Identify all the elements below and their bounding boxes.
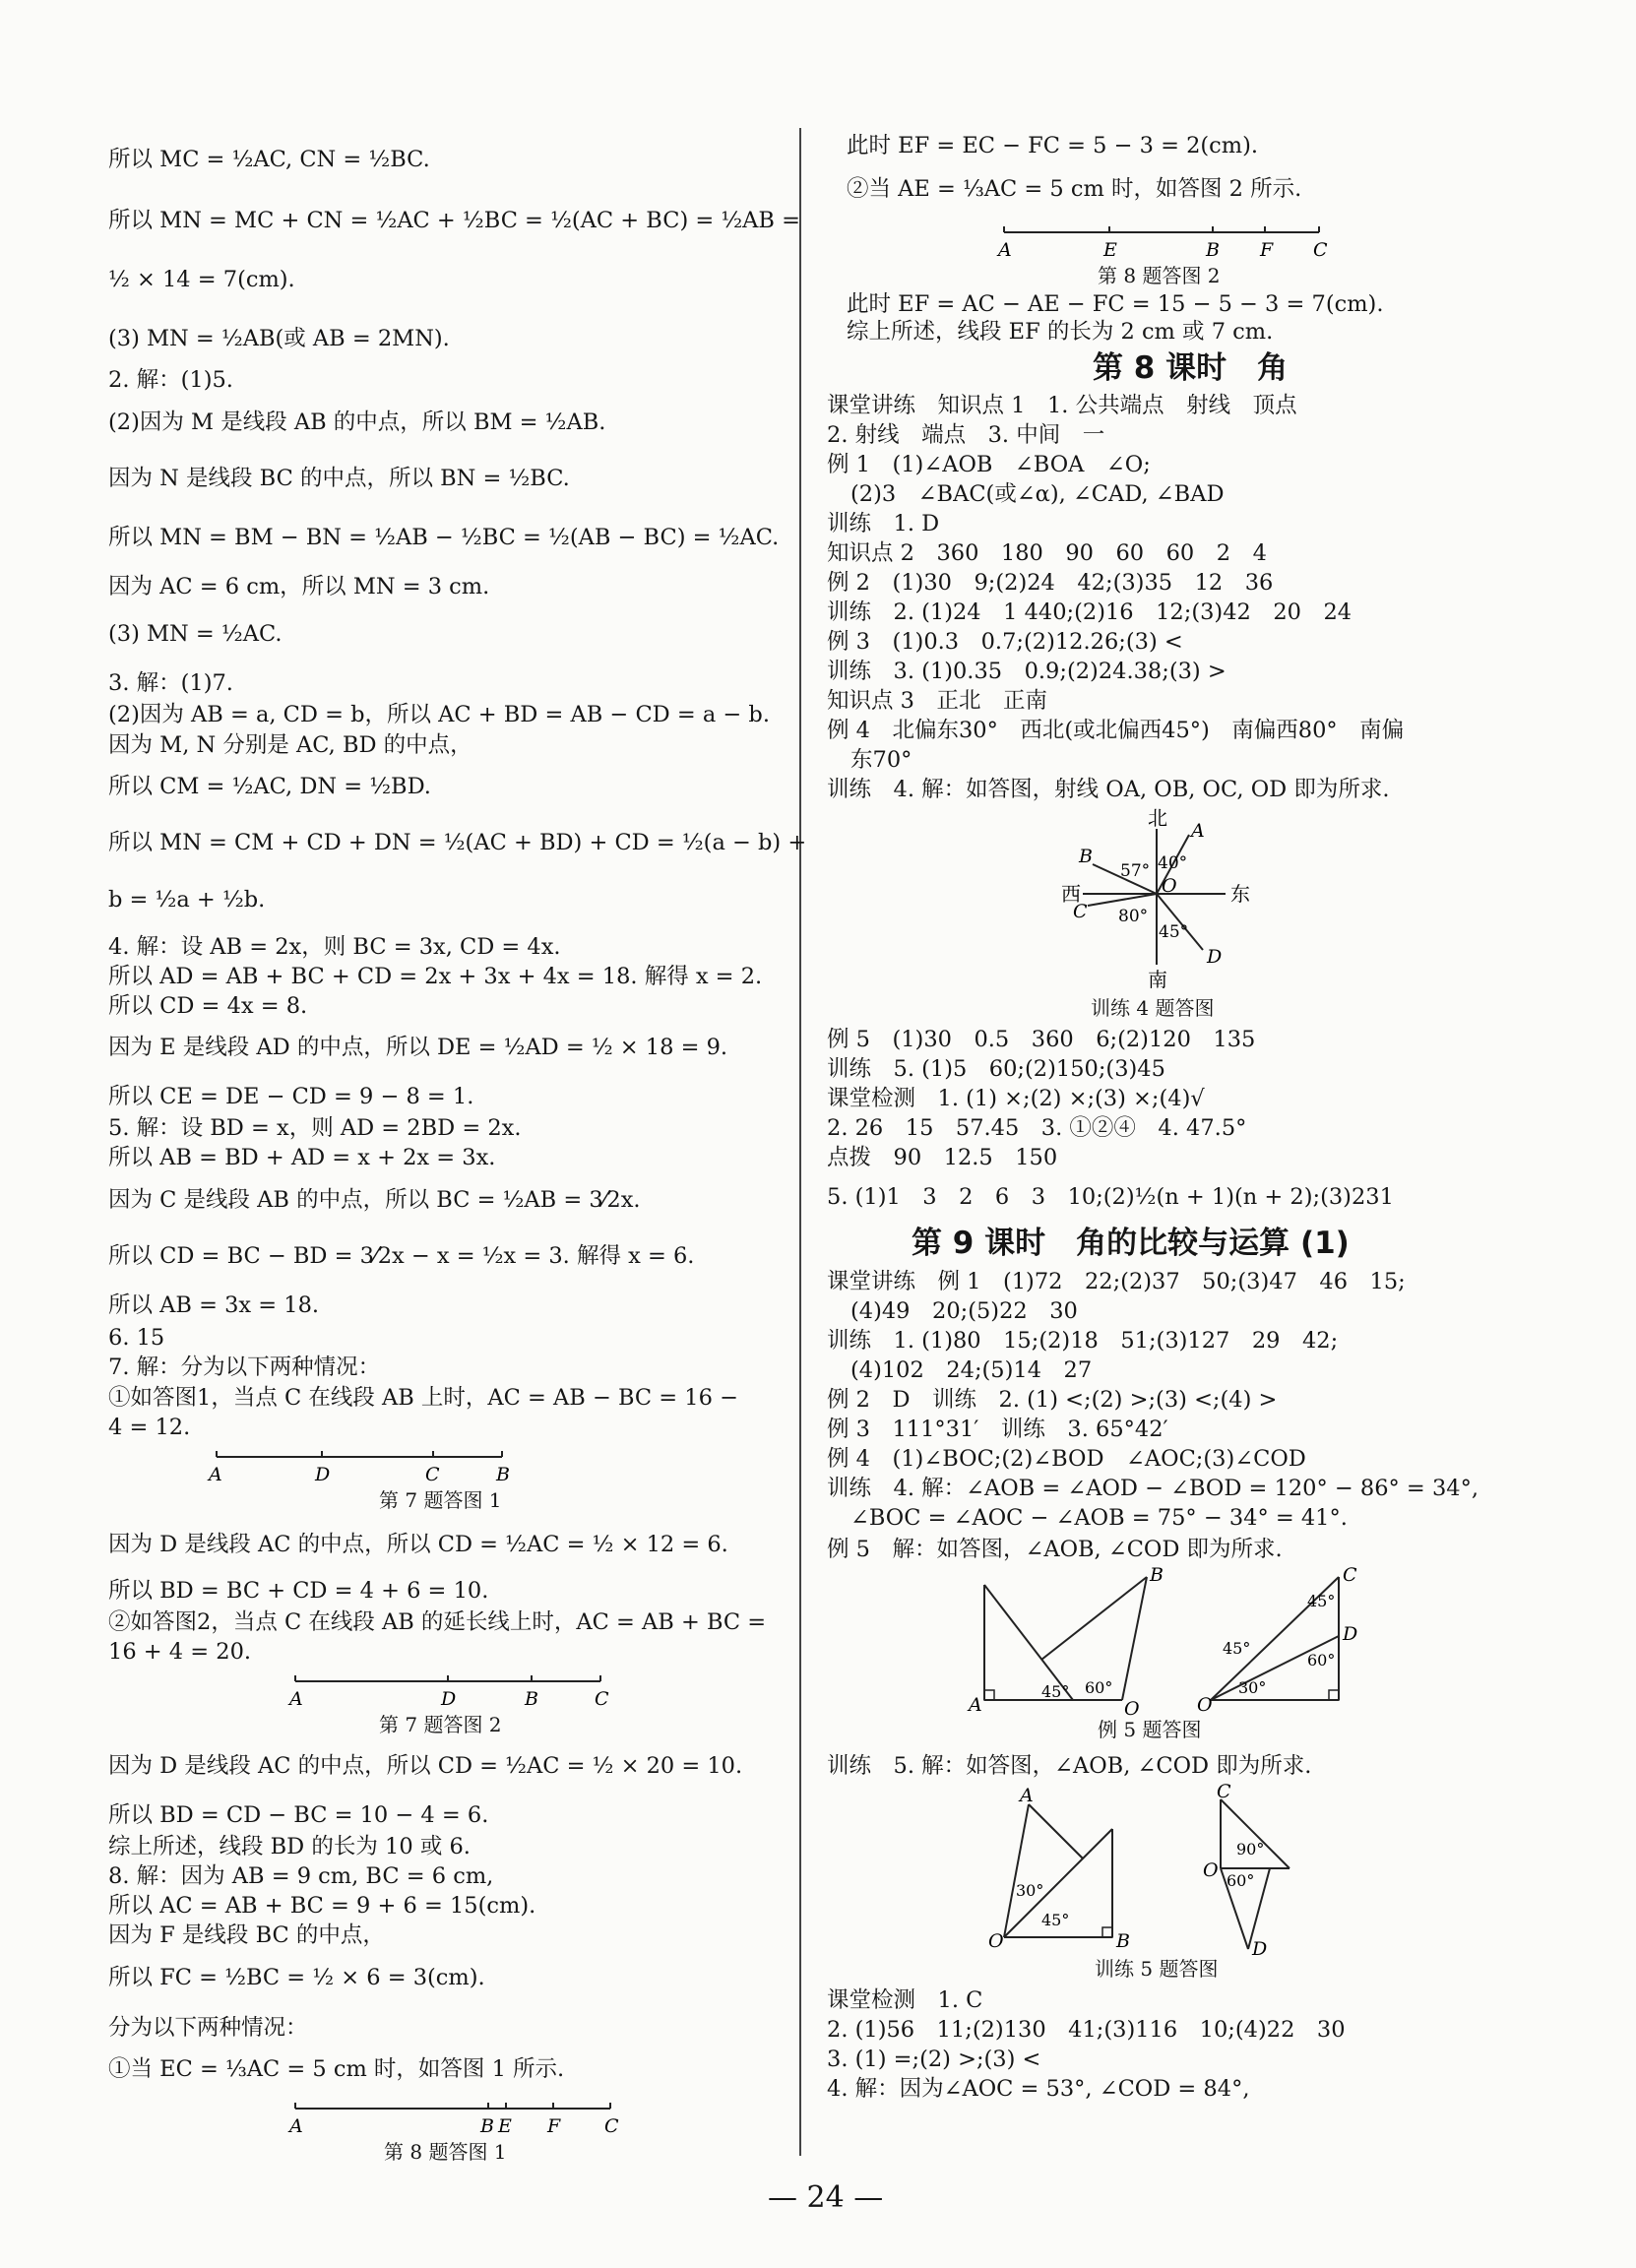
text-line: 因为 E 是线段 AD 的中点，所以 DE = ½AD = ½ × 18 = 9. bbox=[108, 1035, 728, 1060]
angle-label: 45° bbox=[1041, 1682, 1070, 1701]
text-line: 2. (1)56 11;(2)130 41;(3)116 10;(4)22 30 bbox=[827, 2017, 1346, 2043]
label-o: O bbox=[1124, 1698, 1140, 1720]
label-a: A bbox=[1191, 820, 1205, 842]
text-line: (2)因为 AB = a, CD = b，所以 AC + BD = AB − CD = a − b. bbox=[108, 702, 770, 727]
angle-label: 60° bbox=[1085, 1678, 1113, 1697]
angle-label: 30° bbox=[1238, 1678, 1267, 1697]
text-line: 所以 CD = BC − BD = 3⁄2x − x = ½x = 3. 解得 x = 6. bbox=[108, 1243, 695, 1269]
text-line: 2. 26 15 57.45 3. ①②④ 4. 47.5° bbox=[827, 1115, 1247, 1141]
label-b: B bbox=[480, 2115, 494, 2137]
text-line: 训练 4. 解：∠AOB = ∠AOD − ∠BOD = 120° − 86° = 34°, bbox=[827, 1476, 1479, 1501]
text-line: 例 2 (1)30 9;(2)24 42;(3)35 12 36 bbox=[827, 570, 1274, 596]
label-o: O bbox=[1162, 875, 1177, 897]
label-a: A bbox=[969, 1694, 982, 1716]
text-line: ②当 AE = ⅓AC = 5 cm 时，如答图 2 所示. bbox=[847, 176, 1302, 202]
label-c: C bbox=[425, 1464, 440, 1485]
text-line: 5. 解：设 BD = x，则 AD = 2BD = 2x. bbox=[108, 1115, 522, 1141]
text-line: 例 5 解：如答图，∠AOB, ∠COD 即为所求. bbox=[827, 1537, 1283, 1562]
train5-figure bbox=[984, 1781, 1378, 1960]
text-line: (3) MN = ½AB(或 AB = 2MN). bbox=[108, 326, 450, 351]
text-line: 所以 CD = 4x = 8. bbox=[108, 993, 308, 1019]
text-line: 2. 解：(1)5. bbox=[108, 367, 233, 393]
text-line: 所以 FC = ½BC = ½ × 6 = 3(cm). bbox=[108, 1965, 485, 1990]
text-line: 所以 AB = BD + AD = x + 2x = 3x. bbox=[108, 1145, 496, 1170]
angle-label: 45° bbox=[1041, 1911, 1070, 1929]
label-b: B bbox=[496, 1464, 510, 1485]
label-e: E bbox=[498, 2115, 512, 2137]
caption: 例 5 题答图 bbox=[1098, 1718, 1202, 1741]
lesson-8-title: 第 8 课时 角 bbox=[1093, 350, 1289, 386]
angle-label: 30° bbox=[1016, 1881, 1044, 1900]
text-line: 此时 EF = AC − AE − FC = 15 − 5 − 3 = 7(cm). bbox=[847, 291, 1384, 317]
text-line: 所以 AB = 3x = 18. bbox=[108, 1292, 320, 1318]
text-line: 例 2 D 训练 2. (1) <;(2) >;(3) <;(4) > bbox=[827, 1387, 1278, 1413]
text-line: 因为 D 是线段 AC 的中点，所以 CD = ½AC = ½ × 12 = 6. bbox=[108, 1532, 728, 1557]
label-a: A bbox=[289, 2115, 303, 2137]
text-line: 因为 AC = 6 cm，所以 MN = 3 cm. bbox=[108, 574, 490, 599]
label-f: F bbox=[547, 2115, 561, 2137]
caption: 第 8 题答图 1 bbox=[384, 2140, 507, 2164]
text-line: 4. 解：设 AB = 2x，则 BC = 3x, CD = 4x. bbox=[108, 934, 561, 960]
angle-label: 60° bbox=[1307, 1651, 1336, 1670]
text-line: 知识点 2 360 180 90 60 60 2 4 bbox=[827, 540, 1267, 566]
q7-figure-1 bbox=[207, 1447, 620, 1486]
text-line: 所以 MN = CM + CD + DN = ½(AC + BD) + CD = ½(a − b) + bbox=[108, 830, 807, 855]
caption: 训练 5 题答图 bbox=[1095, 1957, 1219, 1981]
caption: 第 7 题答图 1 bbox=[379, 1488, 502, 1512]
text-line: 所以 CE = DE − CD = 9 − 8 = 1. bbox=[108, 1084, 474, 1109]
label-a: A bbox=[209, 1464, 222, 1485]
label-o: O bbox=[988, 1930, 1004, 1952]
text-line: ①当 EC = ⅓AC = 5 cm 时，如答图 1 所示. bbox=[108, 2056, 565, 2082]
caption: 第 8 题答图 2 bbox=[1098, 264, 1221, 287]
text-line: 训练 2. (1)24 1 440;(2)16 12;(3)42 20 24 bbox=[827, 599, 1353, 625]
text-line: 所以 MC = ½AC, CN = ½BC. bbox=[108, 147, 430, 172]
text-line: (2)3 ∠BAC(或∠α), ∠CAD, ∠BAD bbox=[850, 481, 1225, 507]
south-label: 南 bbox=[1148, 968, 1167, 991]
text-line: 因为 C 是线段 AB 的中点，所以 BC = ½AB = 3⁄2x. bbox=[108, 1187, 641, 1213]
text-line: 综上所述，线段 EF 的长为 2 cm 或 7 cm. bbox=[847, 319, 1274, 345]
text-line: (2)因为 M 是线段 AB 的中点，所以 BM = ½AB. bbox=[108, 410, 606, 435]
text-line: ½ × 14 = 7(cm). bbox=[108, 267, 295, 292]
angle-label: 57° bbox=[1120, 861, 1151, 881]
train4-compass-figure bbox=[1043, 806, 1270, 991]
label-c: C bbox=[1313, 239, 1328, 261]
text-line: 3. (1) =;(2) >;(3) < bbox=[827, 2047, 1041, 2072]
text-line: 所以 MN = MC + CN = ½AC + ½BC = ½(AC + BC) = ½AB = bbox=[108, 208, 800, 233]
text-line: 5. (1)1 3 2 6 3 10;(2)½(n + 1)(n + 2);(3)231 bbox=[827, 1184, 1394, 1210]
text-line: 所以 BD = BC + CD = 4 + 6 = 10. bbox=[108, 1578, 489, 1604]
label-c: C bbox=[604, 2115, 619, 2137]
label-o: O bbox=[1203, 1859, 1219, 1881]
angle-label: 60° bbox=[1227, 1871, 1255, 1890]
angle-label: 80° bbox=[1118, 907, 1149, 926]
text-line: 所以 CM = ½AC, DN = ½BD. bbox=[108, 774, 431, 799]
text-line: 因为 N 是线段 BC 的中点，所以 BN = ½BC. bbox=[108, 466, 570, 491]
caption: 第 7 题答图 2 bbox=[379, 1713, 502, 1736]
text-line: (3) MN = ½AC. bbox=[108, 621, 283, 647]
east-label: 东 bbox=[1230, 882, 1250, 906]
text-line: 16 + 4 = 20. bbox=[108, 1639, 252, 1665]
text-line: 4. 解：因为∠AOC = 53°, ∠COD = 84°, bbox=[827, 2076, 1250, 2102]
text-line: 训练 3. (1)0.35 0.9;(2)24.38;(3) > bbox=[827, 659, 1227, 684]
text-line: 课堂检测 1. C bbox=[827, 1987, 983, 2013]
text-line: 此时 EF = EC − FC = 5 − 3 = 2(cm). bbox=[847, 133, 1259, 158]
angle-label: 45° bbox=[1159, 922, 1189, 942]
text-line: 分为以下两种情况： bbox=[108, 2015, 308, 2041]
label-d: D bbox=[441, 1688, 457, 1710]
text-line: 所以 MN = BM − BN = ½AB − ½BC = ½(AB − BC) = ½AC. bbox=[108, 525, 780, 550]
label-a: A bbox=[1020, 1785, 1034, 1806]
text-line: 因为 F 是线段 BC 的中点， bbox=[108, 1922, 385, 1948]
text-line: 因为 D 是线段 AC 的中点，所以 CD = ½AC = ½ × 20 = 10. bbox=[108, 1753, 743, 1779]
text-line: 综上所述，线段 BD 的长为 10 或 6. bbox=[108, 1834, 471, 1859]
text-line: ②如答图2，当点 C 在线段 AB 的延长线上时，AC = AB + BC = bbox=[108, 1609, 767, 1635]
label-a: A bbox=[998, 239, 1012, 261]
label-c: C bbox=[1073, 901, 1088, 922]
angle-label: 45° bbox=[1307, 1592, 1336, 1610]
text-line: (4)49 20;(5)22 30 bbox=[850, 1298, 1078, 1324]
angle-label: 40° bbox=[1158, 853, 1188, 873]
text-line: 知识点 3 正北 正南 bbox=[827, 688, 1047, 714]
label-a: A bbox=[289, 1688, 303, 1710]
text-line: 6. 15 bbox=[108, 1325, 165, 1351]
text-line: 3. 解：(1)7. bbox=[108, 670, 233, 696]
text-line: 所以 AC = AB + BC = 9 + 6 = 15(cm). bbox=[108, 1893, 536, 1919]
text-line: 训练 5. 解：如答图，∠AOB, ∠COD 即为所求. bbox=[827, 1753, 1312, 1779]
text-line: 训练 1. D bbox=[827, 511, 940, 536]
text-line: 7. 解：分为以下两种情况： bbox=[108, 1354, 381, 1380]
text-line: ∠BOC = ∠AOC − ∠AOB = 75° − 34° = 41°. bbox=[850, 1505, 1348, 1531]
label-d: D bbox=[315, 1464, 331, 1485]
label-c: C bbox=[595, 1688, 609, 1710]
label-d: D bbox=[1207, 946, 1223, 968]
ex5-figure bbox=[965, 1564, 1378, 1720]
label-b: B bbox=[1079, 846, 1093, 867]
label-b: B bbox=[1206, 239, 1220, 261]
q7-figure-2 bbox=[285, 1671, 640, 1711]
north-label: 北 bbox=[1148, 806, 1167, 830]
text-line: 例 4 北偏东30° 西北(或北偏西45°) 南偏西80° 南偏 bbox=[827, 718, 1405, 743]
q8-figure-1 bbox=[285, 2099, 640, 2138]
text-line: 例 3 (1)0.3 0.7;(2)12.26;(3) < bbox=[827, 629, 1183, 655]
text-line: 训练 4. 解：如答图，射线 OA, OB, OC, OD 即为所求. bbox=[827, 777, 1390, 802]
text-line: 课堂检测 1. (1) ×;(2) ×;(3) ×;(4)√ bbox=[827, 1086, 1205, 1111]
text-line: 训练 1. (1)80 15;(2)18 51;(3)127 29 42; bbox=[827, 1328, 1339, 1354]
text-line: (4)102 24;(5)14 27 bbox=[850, 1357, 1093, 1383]
label-f: F bbox=[1260, 239, 1274, 261]
text-line: 所以 BD = CD − BC = 10 − 4 = 6. bbox=[108, 1802, 489, 1828]
text-line: 所以 AD = AB + BC + CD = 2x + 3x + 4x = 18. 解得 x = 2. bbox=[108, 964, 763, 989]
text-line: 训练 5. (1)5 60;(2)150;(3)45 bbox=[827, 1056, 1165, 1082]
label-b: B bbox=[525, 1688, 538, 1710]
text-line: 点拨 90 12.5 150 bbox=[827, 1145, 1058, 1170]
angle-label: 45° bbox=[1223, 1639, 1251, 1658]
text-line: 4 = 12. bbox=[108, 1415, 191, 1440]
label-c: C bbox=[1217, 1781, 1231, 1802]
column-divider bbox=[799, 128, 801, 2156]
text-line: 课堂讲练 例 1 (1)72 22;(2)37 50;(3)47 46 15; bbox=[827, 1269, 1406, 1294]
text-line: 东70° bbox=[850, 747, 912, 773]
text-line: ①如答图1，当点 C 在线段 AB 上时，AC = AB − BC = 16 − bbox=[108, 1385, 738, 1411]
caption: 训练 4 题答图 bbox=[1091, 996, 1215, 1020]
text-line: 例 3 111°31′ 训练 3. 65°42′ bbox=[827, 1417, 1168, 1442]
label-c: C bbox=[1343, 1564, 1357, 1586]
text-line: 2. 射线 端点 3. 中间 一 bbox=[827, 422, 1105, 448]
text-line: 例 4 (1)∠BOC;(2)∠BOD ∠AOC;(3)∠COD bbox=[827, 1446, 1306, 1472]
label-b: B bbox=[1116, 1930, 1130, 1952]
q8-figure-2 bbox=[994, 222, 1349, 262]
angle-label: 90° bbox=[1236, 1840, 1265, 1858]
lesson-9-title: 第 9 课时 角的比较与运算 (1) bbox=[912, 1226, 1350, 1261]
label-b: B bbox=[1150, 1564, 1164, 1586]
label-o: O bbox=[1197, 1694, 1213, 1716]
text-line: 8. 解：因为 AB = 9 cm, BC = 6 cm, bbox=[108, 1863, 494, 1889]
west-label: 西 bbox=[1061, 882, 1081, 906]
text-line: 因为 M, N 分别是 AC, BD 的中点， bbox=[108, 732, 472, 758]
label-d: D bbox=[1252, 1938, 1268, 1960]
label-e: E bbox=[1103, 239, 1117, 261]
text-line: 课堂讲练 知识点 1 1. 公共端点 射线 顶点 bbox=[827, 393, 1297, 418]
text-line: b = ½a + ½b. bbox=[108, 887, 266, 913]
text-line: 例 5 (1)30 0.5 360 6;(2)120 135 bbox=[827, 1027, 1256, 1052]
label-d: D bbox=[1343, 1623, 1358, 1645]
page-number: — 24 — bbox=[768, 2180, 884, 2215]
text-line: 例 1 (1)∠AOB ∠BOA ∠O; bbox=[827, 452, 1151, 477]
